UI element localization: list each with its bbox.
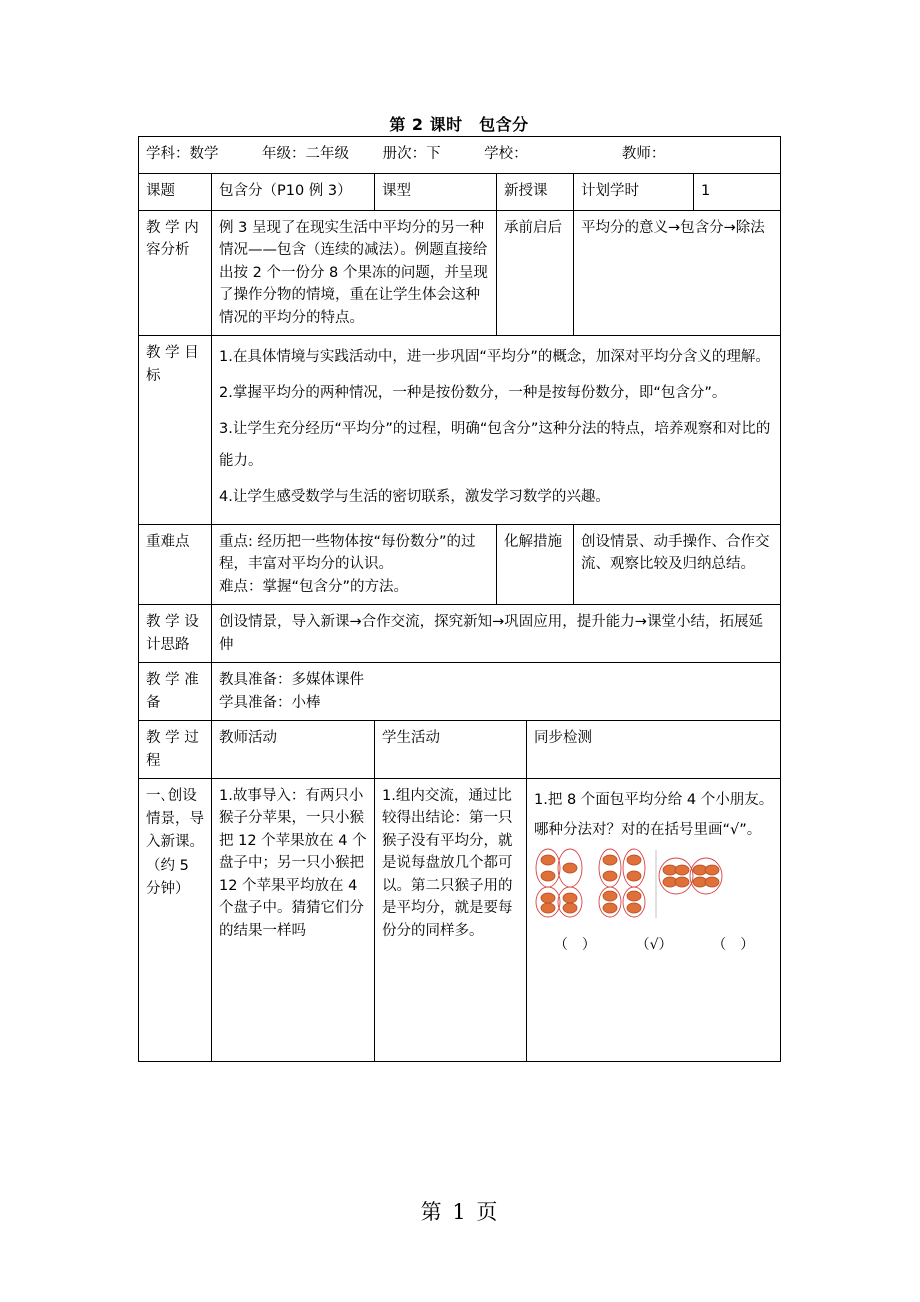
link-label: 承前启后 xyxy=(497,211,574,336)
bread-item xyxy=(541,903,555,913)
analysis-label: 教 学 内容分析 xyxy=(139,211,212,336)
course-row xyxy=(139,174,781,211)
group-circle xyxy=(690,858,722,894)
bread-item xyxy=(627,855,641,865)
bread-item xyxy=(705,865,719,875)
link-content: 平均分的意义→包含分→除法 xyxy=(574,211,781,336)
analysis-content: 例 3 呈现了在现实生活中平均分的另一种情况——包含（连续的减法）。例题直接给出按 2 个一份分 8 个果冻的问题，并呈现了操作分物的情境，重在让学生体会这种情况的平均分的特点。 xyxy=(212,211,497,336)
key-row xyxy=(139,524,781,604)
bread-item xyxy=(541,871,555,881)
goal-item: 3.让学生充分经历“平均分”的过程，明确“包含分”这种分法的特点，培养观察和对比的能力。 xyxy=(219,421,771,470)
bread-item xyxy=(541,855,555,865)
page-title: 第 2 课时 包含分 xyxy=(389,115,529,134)
header-row xyxy=(139,137,781,174)
bread-item xyxy=(705,877,719,887)
answer-mark: （√） xyxy=(635,937,673,954)
header-line: 学科：数学 年级：二年级 册次：下 学校： 教师： xyxy=(139,137,781,174)
topic-label: 课题 xyxy=(139,174,212,211)
analysis-row xyxy=(139,211,781,336)
type-label: 课型 xyxy=(375,174,497,211)
process-head-row xyxy=(139,721,781,779)
prep-content xyxy=(212,663,781,721)
page-footer: 第 1 页 xyxy=(420,1200,500,1224)
goals-row xyxy=(139,336,781,524)
goal-item: 1.在具体情境与实践活动中，进一步巩固“平均分”的概念，加深对平均分含义的理解。 xyxy=(219,349,770,366)
teacher-activity-head: 教师活动 xyxy=(212,721,375,779)
type-value: 新授课 xyxy=(497,174,574,211)
bread-item xyxy=(563,903,577,913)
bread-item xyxy=(603,891,617,901)
goals-content xyxy=(212,336,781,524)
hours-value: 1 xyxy=(694,174,781,211)
check-question: 1.把 8 个面包平均分给 4 个小朋友。哪种分法对？对的在括号里画“√”。 xyxy=(534,792,774,839)
design-row xyxy=(139,605,781,663)
answer-mark: （ ） xyxy=(553,937,596,954)
key-content xyxy=(212,524,497,604)
step-row xyxy=(139,779,781,1062)
answer-mark: （ ） xyxy=(712,937,755,954)
bread-item xyxy=(563,893,577,903)
bread-item xyxy=(563,863,577,873)
student-activity-head: 学生活动 xyxy=(375,721,527,779)
bread-item xyxy=(627,903,641,913)
group-circle xyxy=(659,858,693,894)
key-label: 重难点 xyxy=(139,524,212,604)
prep-label: 教 学 准备 xyxy=(139,663,212,721)
teacher-prep: 教具准备：多媒体课件 xyxy=(219,672,364,689)
key-point: 重点: 经历把一些物体按“每份数分”的过程，丰富对平均分的认识。 xyxy=(219,533,476,573)
measure-label: 化解措施 xyxy=(497,524,574,604)
lesson-plan-table xyxy=(138,136,781,1062)
bread-item xyxy=(603,871,617,881)
design-content: 创设情景，导入新课→合作交流，探究新知→巩固应用，提升能力→课堂小结，拓展延伸 xyxy=(212,605,781,663)
step-check xyxy=(527,779,781,1062)
hours-label: 计划学时 xyxy=(574,174,694,211)
measure-content: 创设情景、动手操作、合作交流、观察比较及归纳总结。 xyxy=(574,524,781,604)
bread-item xyxy=(603,903,617,913)
goal-item: 2.掌握平均分的两种情况，一种是按份数分，一种是按每份数分，即“包含分”。 xyxy=(219,385,727,402)
bread-division-illustration xyxy=(534,846,724,924)
bread-item xyxy=(627,871,641,881)
student-prep: 学具准备：小棒 xyxy=(219,694,321,711)
answer-marks xyxy=(534,935,774,957)
bread-item xyxy=(675,865,689,875)
step-teacher: 1.故事导入：有两只小猴子分苹果，一只小猴把 12 个苹果放在 4 个盘子中；另一只小猴把 12 个苹果平均放在 4 个盘子中。猜猜它们分的结果一样吗 xyxy=(212,779,375,1062)
design-label: 教 学 设计思路 xyxy=(139,605,212,663)
goals-label: 教 学 目标 xyxy=(139,336,212,524)
goal-item: 4.让学生感受数学与生活的密切联系，激发学习数学的兴趣。 xyxy=(219,488,610,505)
process-label: 教 学 过程 xyxy=(139,721,212,779)
difficulty-point: 难点：掌握“包含分”的方法。 xyxy=(219,578,409,595)
prep-row xyxy=(139,663,781,721)
step-label: 一､创设情景，导入新课。（约 5 分钟） xyxy=(139,779,212,1062)
check-head: 同步检测 xyxy=(527,721,781,779)
topic-value: 包含分（P10 例 3） xyxy=(212,174,375,211)
step-student: 1.组内交流，通过比较得出结论：第一只猴子没有平均分，就是说每盘放几个都可以。第二只猴子用的是平均分，就是要每份分的同样多。 xyxy=(375,779,527,1062)
bread-item xyxy=(603,855,617,865)
bread-item xyxy=(541,893,555,903)
bread-item xyxy=(675,877,689,887)
bread-item xyxy=(627,891,641,901)
